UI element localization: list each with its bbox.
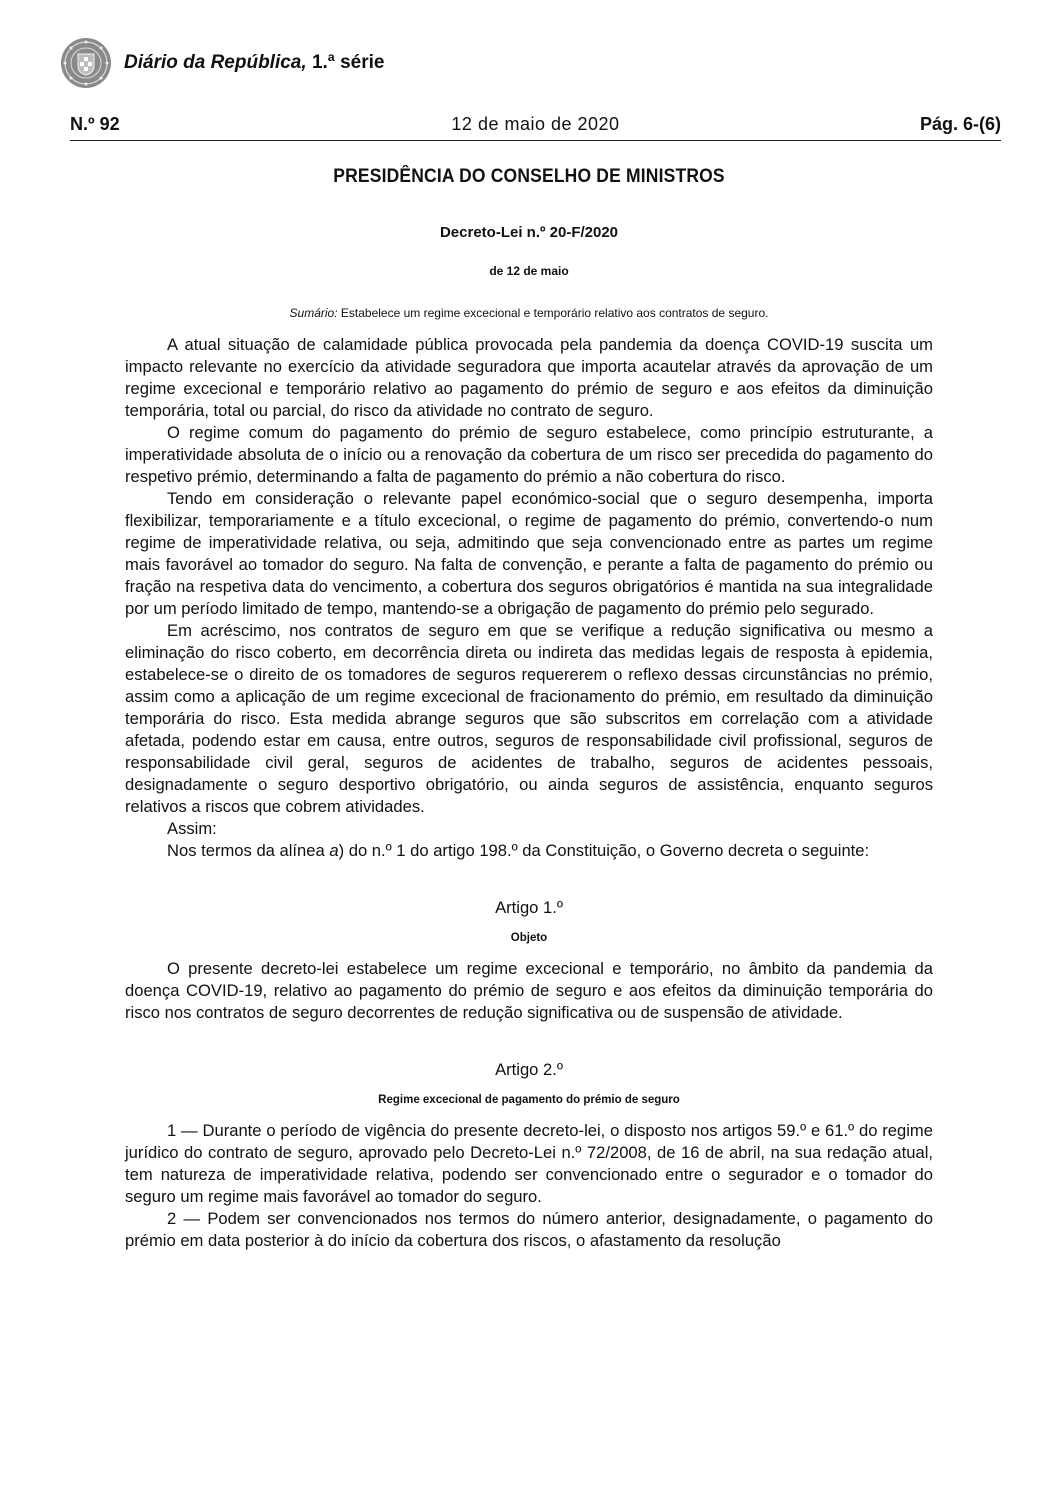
issue-number: N.º 92 xyxy=(70,113,120,134)
preamble xyxy=(125,334,933,862)
journal-series: 1.ª série xyxy=(311,52,385,73)
article-text xyxy=(125,1120,933,1252)
enacting-clause-before: Nos termos da alínea xyxy=(167,841,330,860)
journal-name: Diário da República, xyxy=(124,52,307,73)
article-2 xyxy=(125,1060,933,1252)
preamble-paragraph: Assim: xyxy=(167,819,217,838)
page-number: Pág. 6-(6) xyxy=(919,113,1001,134)
journal-title xyxy=(124,52,384,74)
summary-label: Sumário: xyxy=(289,306,338,320)
enacting-clause-after: ) do n.º 1 do artigo 198.º da Constituição, o Governo decreta o seguinte: xyxy=(338,841,870,860)
masthead xyxy=(60,38,384,88)
preamble-paragraph: Tendo em consideração o relevante papel económico-social que o seguro desempenha, importa flexibilizar, temporariamente e a título excecional, o regime de pagamento do prémio, convertendo-o num regime de imperatividade relativa, ou seja, admitindo que seja convencionado entre as partes um regime mais favorável ao tomador do seguro. Na falta de convenção, e perante a falta de pagamento do prémio ou fração na respetiva data do vencimento, a cobertura dos seguros obrigatórios é mantida na sua integralidade por um período limitado de tempo, mantendo-se a obrigação de pagamento do prémio pelo segurado. xyxy=(125,489,933,618)
preamble-paragraph: A atual situação de calamidade pública provocada pela pandemia da doença COVID-19 suscita um impacto relevante no exercício da atividade seguradora que importa acautelar através da aprovação de um regime excecional e temporário relativo ao pagamento do prémio de seguro e aos efeitos da diminuição temporária, total ou parcial, do risco da atividade no contrato de seguro. xyxy=(125,335,933,420)
article-subtitle: Objeto xyxy=(510,932,548,944)
article-paragraph: 1 — Durante o período de vigência do presente decreto-lei, o disposto nos artigos 59.º e 61.º do regime jurídico do contrato de seguro, aprovado pelo Decreto-Lei n.º 72/2008, de 16 de abril, na sua redação atual, tem natureza de imperatividade relativa, podendo ser convencionado entre o segurador e o tomador do seguro um regime mais favorável ao tomador do seguro. xyxy=(125,1121,933,1206)
decree-date: de 12 de maio xyxy=(489,264,569,278)
article-subtitle: Regime excecional de pagamento do prémio de seguro xyxy=(378,1094,680,1106)
summary-text: Estabelece um regime excecional e temporário relativo aos contratos de seguro. xyxy=(340,306,769,320)
article-1 xyxy=(125,898,933,1024)
republic-seal-icon xyxy=(60,37,112,89)
article-title: Artigo 2.º xyxy=(495,1060,563,1079)
article-paragraph: 2 — Podem ser convencionados nos termos do número anterior, designadamente, o pagamento do prémio em data posterior à do início da cobertura dos riscos, o afastamento da resolução xyxy=(125,1209,933,1250)
enacting-clause-italic: a xyxy=(329,841,339,860)
summary xyxy=(125,306,933,320)
article-paragraph: O presente decreto-lei estabelece um regime excecional e temporário, no âmbito da pandemia da doença COVID-19, relativo ao pagamento do prémio de seguro e aos efeitos da diminuição temporária do risco nos contratos de seguro decorrentes de redução significativa ou de suspensão de atividade. xyxy=(125,959,933,1022)
ministry-heading: PRESIDÊNCIA DO CONSELHO DE MINISTROS xyxy=(333,166,725,187)
document-body xyxy=(125,160,933,1252)
enacting-clause xyxy=(125,840,933,862)
issue-bar xyxy=(70,110,1001,141)
article-title: Artigo 1.º xyxy=(495,898,563,917)
article-text xyxy=(125,958,933,1024)
issue-date: 12 de maio de 2020 xyxy=(451,113,620,134)
preamble-paragraph: O regime comum do pagamento do prémio de seguro estabelece, como princípio estruturante, a imperatividade absoluta de o início ou a renovação da cobertura de um risco ser precedida do pagamento do respetivo prémio, determinando a falta de pagamento do prémio a não cobertura do risco. xyxy=(125,423,933,486)
preamble-paragraph: Em acréscimo, nos contratos de seguro em que se verifique a redução significativa ou mesmo a eliminação do risco coberto, em decorrência direta ou indireta das medidas legais de resposta à epidemia, estabelece-se o direito de os tomadores de seguros requererem o reflexo dessas circunstâncias no prémio, assim como a aplicação de um regime excecional de fracionamento do prémio, em resultado da diminuição temporária do risco. Esta medida abrange seguros que são subscritos em correlação com a atividade afetada, podendo estar em causa, entre outros, seguros de responsabilidade civil profissional, seguros de responsabilidade civil geral, seguros de acidentes de trabalho, seguros de acidentes pessoais, designadamente o seguro desportivo obrigatório, ou ainda seguros de assistência, enquanto seguros relativos a riscos que cobrem atividades. xyxy=(125,621,933,816)
decree-title: Decreto-Lei n.º 20-F/2020 xyxy=(439,224,619,241)
